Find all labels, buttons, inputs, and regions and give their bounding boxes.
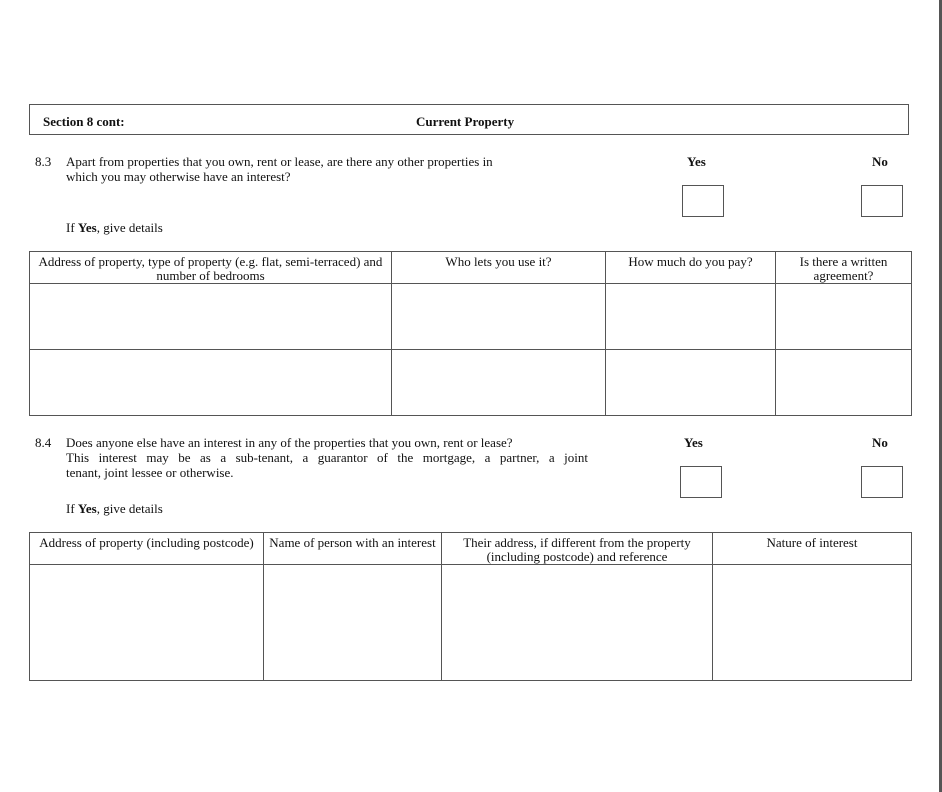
table-cell[interactable]: [264, 565, 442, 681]
question-8-3-line1: Apart from properties that you own, rent or lease, are there any other properties in: [66, 154, 493, 169]
table-cell[interactable]: [442, 565, 713, 681]
table-cell[interactable]: [776, 284, 912, 350]
question-8-4-text: [66, 435, 588, 480]
section-title: Current Property: [416, 114, 515, 129]
other-properties-table: [29, 251, 912, 416]
if-yes-bold: Yes: [77, 220, 97, 235]
question-8-4-no-checkbox[interactable]: [861, 466, 903, 498]
if-yes-bold: Yes: [77, 501, 97, 516]
question-8-4-line2: This interest may be as a sub-tenant, a guarantor of the mortgage, a partner, a joint: [66, 450, 588, 465]
question-8-4-yes-checkbox[interactable]: [680, 466, 722, 498]
question-8-3-line2: which you may otherwise have an interest?: [66, 169, 291, 184]
question-8-3-if-yes: [66, 220, 163, 236]
table-row: [30, 565, 912, 681]
col-header-nature: Nature of interest: [713, 533, 912, 565]
question-8-4-number: 8.4: [35, 435, 52, 450]
table-cell[interactable]: [30, 284, 392, 350]
if-yes-prefix: If: [66, 501, 78, 516]
col-header-property-address: Address of property (including postcode): [30, 533, 264, 565]
question-8-3-no-checkbox[interactable]: [861, 185, 903, 217]
table-cell[interactable]: [30, 565, 264, 681]
if-yes-suffix: , give details: [96, 501, 163, 516]
col-header-person-name: Name of person with an interest: [264, 533, 442, 565]
col-header-their-address: Their address, if different from the property (including postcode) and reference: [442, 533, 713, 565]
question-8-3-no-label: No: [872, 154, 888, 169]
table-cell[interactable]: [392, 284, 606, 350]
question-8-4-line3: tenant, joint lessee or otherwise.: [66, 465, 234, 480]
table-header-row: [30, 252, 912, 284]
table-cell[interactable]: [713, 565, 912, 681]
col-header-address: Address of property, type of property (e.g. flat, semi-terraced) and number of bedrooms: [30, 252, 392, 284]
table-row: [30, 284, 912, 350]
question-8-4-if-yes: [66, 501, 163, 517]
if-yes-prefix: If: [66, 220, 78, 235]
question-8-4-no-label: No: [872, 435, 888, 450]
table-cell[interactable]: [30, 350, 392, 416]
table-cell[interactable]: [776, 350, 912, 416]
col-header-who-lets: Who lets you use it?: [392, 252, 606, 284]
col-header-agreement: Is there a written agreement?: [776, 252, 912, 284]
question-8-3-yes-checkbox[interactable]: [682, 185, 724, 217]
question-8-4-yes-label: Yes: [684, 435, 703, 450]
table-header-row: [30, 533, 912, 565]
if-yes-suffix: , give details: [96, 220, 163, 235]
col-header-pay: How much do you pay?: [606, 252, 776, 284]
question-8-3-text: [66, 154, 586, 184]
table-row: [30, 350, 912, 416]
interest-holders-table: [29, 532, 912, 681]
section-header: [29, 104, 909, 135]
table-cell[interactable]: [392, 350, 606, 416]
table-cell[interactable]: [606, 350, 776, 416]
section-label: Section 8 cont:: [43, 114, 125, 129]
question-8-3-yes-label: Yes: [687, 154, 706, 169]
table-cell[interactable]: [606, 284, 776, 350]
question-8-4-line1: Does anyone else have an interest in any of the properties that you own, rent or lease?: [66, 435, 513, 450]
question-8-3-number: 8.3: [35, 154, 52, 169]
